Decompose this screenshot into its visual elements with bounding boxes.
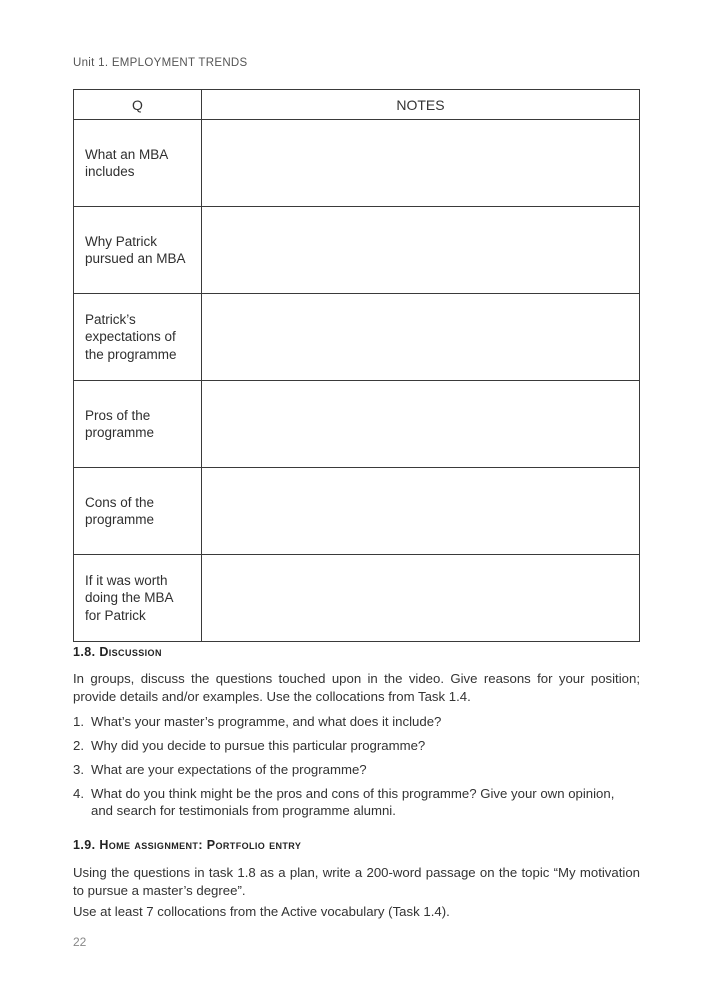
assignment-paragraph-1: Using the questions in task 1.8 as a plan, write a 200-word passage on the topic “My motivation to pursue a master’s degree”. <box>73 865 640 898</box>
question-cell: If it was worth doing the MBA for Patrick <box>74 555 202 642</box>
notes-cell[interactable] <box>202 555 640 642</box>
table-row <box>74 294 640 381</box>
table-row <box>74 207 640 294</box>
question-cell: What an MBA includes <box>74 120 202 207</box>
notes-cell[interactable] <box>202 381 640 468</box>
discussion-questions <box>73 713 640 826</box>
list-item <box>73 761 640 778</box>
table-header-row <box>74 90 640 120</box>
list-item <box>73 713 640 730</box>
discussion-intro: In groups, discuss the questions touched upon in the video. Give reasons for your position; provide details and/or examples. Use the collocations from Task 1.4. <box>73 671 640 704</box>
item-text: Why did you decide to pursue this particular programme? <box>91 738 426 753</box>
question-cell: Patrick’s expectations of the programme <box>74 294 202 381</box>
item-text: What’s your master’s programme, and what does it include? <box>91 714 442 729</box>
item-number: 4. <box>73 786 84 801</box>
page-number: 22 <box>73 935 87 949</box>
item-number: 3. <box>73 762 84 777</box>
notes-cell[interactable] <box>202 207 640 294</box>
notes-cell[interactable] <box>202 468 640 555</box>
table-row <box>74 381 640 468</box>
table-row <box>74 555 640 642</box>
item-number: 1. <box>73 714 84 729</box>
question-cell: Why Patrick pursued an MBA <box>74 207 202 294</box>
item-text: What do you think might be the pros and cons of this programme? Give your own opinion, and search for testimonials from programme alumni. <box>91 786 615 818</box>
question-cell: Pros of the programme <box>74 381 202 468</box>
column-header-q: Q <box>74 90 202 120</box>
item-number: 2. <box>73 738 84 753</box>
table-row <box>74 120 640 207</box>
list-item <box>73 737 640 754</box>
notes-table <box>73 89 640 642</box>
assignment-title: 1.9. Home assignment: Portfolio entry <box>73 838 302 852</box>
notes-cell[interactable] <box>202 120 640 207</box>
table-row <box>74 468 640 555</box>
column-header-notes: NOTES <box>202 90 640 120</box>
assignment-paragraph-2: Use at least 7 collocations from the Active vocabulary (Task 1.4). <box>73 904 450 919</box>
list-item <box>73 785 640 819</box>
discussion-title: 1.8. Discussion <box>73 645 162 659</box>
notes-cell[interactable] <box>202 294 640 381</box>
question-cell: Cons of the programme <box>74 468 202 555</box>
item-text: What are your expectations of the programme? <box>91 762 367 777</box>
running-head: Unit 1. EMPLOYMENT TRENDS <box>73 57 248 69</box>
